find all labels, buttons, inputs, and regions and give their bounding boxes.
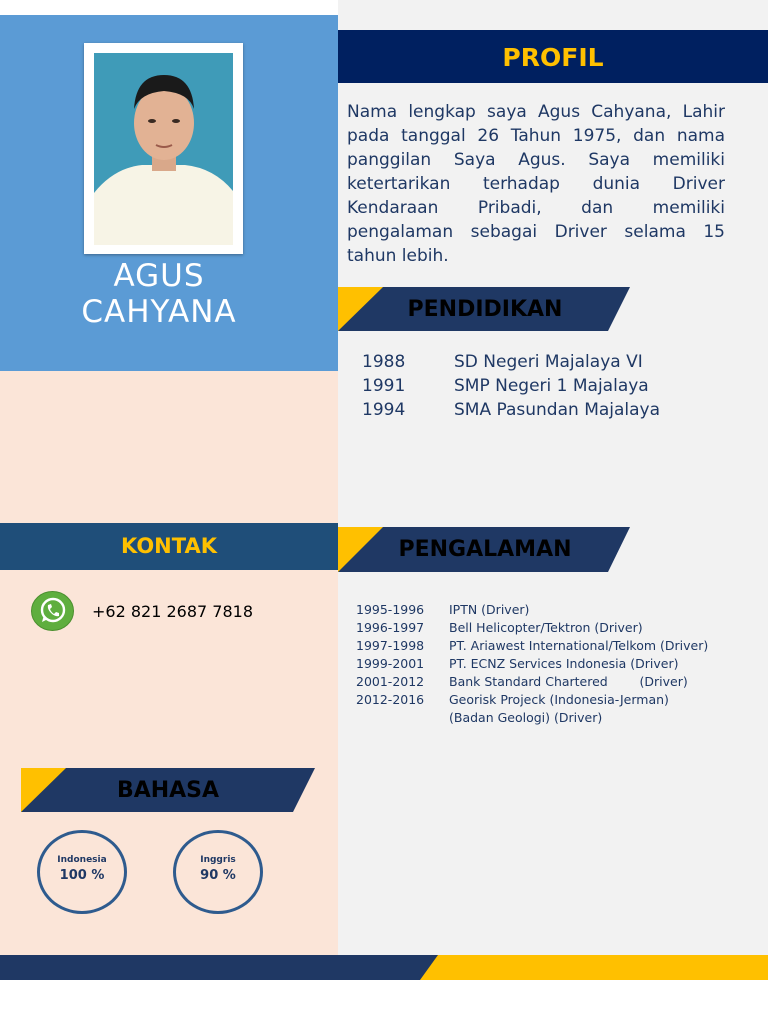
exp-row (356, 619, 643, 637)
edu-school: SMA Pasundan Majalaya (454, 400, 661, 420)
edu-row (362, 398, 660, 422)
whatsapp-icon (31, 591, 74, 631)
profil-heading: PROFIL (502, 43, 604, 72)
exp-years: 2001-2012 (356, 674, 425, 689)
exp-role: PT. ECNZ Services Indonesia (Driver) (449, 656, 679, 671)
phone-number[interactable]: +62 821 2687 7818 (92, 602, 253, 621)
exp-row (356, 673, 688, 691)
exp-role: (Badan Geologi) (Driver) (449, 710, 603, 725)
exp-years: 1997-1998 (356, 638, 425, 653)
exp-row (356, 655, 678, 673)
edu-year: 1988 (362, 352, 406, 372)
exp-role: Bank Standard Chartered (Driver) (449, 674, 688, 689)
profile-photo-frame (84, 43, 243, 254)
bahasa-heading: BAHASA (116, 778, 220, 803)
exp-role: PT. Ariawest International/Telkom (Driver) (449, 638, 709, 653)
pendidikan-heading: PENDIDIKAN (407, 297, 563, 322)
footer-stripe (0, 955, 768, 980)
exp-years: 1995-1996 (356, 602, 425, 617)
exp-role: Bell Helicopter/Tektron (Driver) (449, 620, 643, 635)
language-level: 100 % (59, 868, 105, 883)
language-level: 90 % (200, 868, 236, 883)
edu-year: 1991 (362, 376, 406, 396)
profile-photo (94, 53, 233, 245)
edu-school: SMP Negeri 1 Majalaya (454, 376, 649, 396)
first-name: AGUS (113, 258, 205, 294)
edu-year: 1994 (362, 400, 406, 420)
edu-row (362, 350, 643, 374)
exp-row (356, 637, 708, 655)
top-gap (0, 0, 338, 15)
exp-row (356, 691, 669, 709)
edu-row (362, 374, 649, 398)
kontak-heading: KONTAK (121, 534, 217, 558)
last-name: CAHYANA (81, 294, 237, 330)
exp-years: 1996-1997 (356, 620, 425, 635)
language-name: Indonesia (57, 855, 107, 865)
exp-years: 2012-2016 (356, 692, 425, 707)
pengalaman-heading: PENGALAMAN (398, 537, 572, 562)
exp-row (356, 601, 529, 619)
exp-row (356, 709, 602, 727)
language-circle-indonesia (37, 830, 127, 914)
language-circle-inggris (173, 830, 263, 914)
exp-role: Georisk Projeck (Indonesia-Jerman) (449, 692, 669, 707)
profil-description: Nama lengkap saya Agus Cahyana, Lahir pada tanggal 26 Tahun 1975, dan nama panggilan Saya Agus. Saya memiliki ketertarikan terhadap dunia Driver Kendaraan Pribadi, dan memiliki pengalaman sebagai Driver selama 15 tahun lebih. (347, 102, 725, 266)
language-name: Inggris (200, 855, 236, 865)
exp-years: 1999-2001 (356, 656, 425, 671)
edu-school: SD Negeri Majalaya VI (454, 352, 643, 372)
exp-role: IPTN (Driver) (449, 602, 530, 617)
